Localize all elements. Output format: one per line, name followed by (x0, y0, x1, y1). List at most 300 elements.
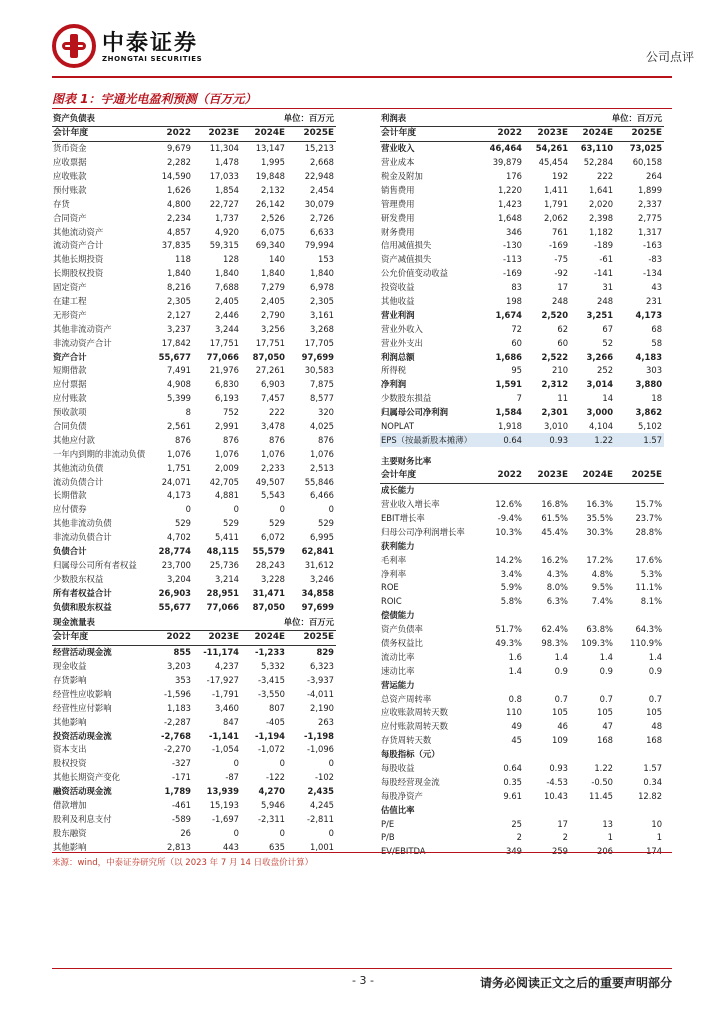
table-row (380, 392, 664, 406)
table-cell-value: 2,726 (310, 212, 334, 223)
table-cell-value (615, 748, 664, 762)
table-cell-value: 198 (506, 296, 522, 307)
table-row-label: 应付账款周转天数 (381, 721, 448, 732)
table-cell-value: 31 (602, 282, 614, 293)
table-row-label: 合同资产 (53, 212, 87, 223)
table-cell-value: 1,840 (310, 268, 334, 279)
table-cell-value: 26,142 (255, 198, 285, 209)
table-row-label: 其他长期投资 (53, 254, 104, 265)
table-cell-value: 15.7% (635, 499, 663, 510)
table-cell-value: 210 (552, 365, 569, 376)
table-cell-value: 0.93 (524, 433, 570, 447)
table-row (380, 141, 664, 155)
table-cell-value: 2,435 (307, 786, 334, 797)
table-cell-value: 13,939 (206, 786, 239, 797)
table-cell-value: 9,679 (167, 143, 191, 154)
table-cell-value: 3,478 (261, 421, 285, 432)
table-row-label: 应收账款周转天数 (381, 707, 448, 718)
table-row-label: 营业外收入 (381, 323, 423, 334)
table-cell-value: 8.0% (546, 582, 568, 593)
balance-sheet-unit: 单位：百万元 (241, 112, 336, 126)
table-cell-value: 7,457 (261, 393, 285, 404)
table-cell-value: 8 (185, 407, 191, 418)
table-row-label: ROE (381, 582, 399, 593)
table-cell-value: -405 (265, 716, 285, 727)
table-row-label: 股利及利息支付 (53, 813, 112, 824)
table-cell-value: 12.82 (638, 790, 663, 801)
table-row-label: 速动比率 (381, 665, 415, 676)
table-cell-value: 28,951 (206, 587, 239, 598)
table-cell-value: 3,880 (635, 379, 663, 390)
table-cell-value: 1.6 (508, 651, 522, 662)
table-cell-value: 829 (316, 647, 334, 658)
table-cell-value: 30,079 (304, 198, 334, 209)
table-cell-value: 0.9 (599, 665, 613, 676)
table-cell-value: -1,072 (258, 744, 285, 755)
table-cell-value: 64.3% (635, 624, 663, 635)
table-cell-value: 97,699 (301, 601, 334, 612)
table-cell-value: 2,282 (167, 157, 191, 168)
table-cell-value: 6,633 (310, 226, 334, 237)
table-row (380, 817, 664, 831)
table-cell-value (478, 803, 524, 817)
table-row (52, 322, 336, 336)
table-cell-value (478, 539, 524, 553)
table-cell-value: 73,025 (629, 143, 663, 154)
table-row (380, 762, 664, 776)
table-row (380, 748, 664, 762)
table-cell-value: 4.8% (591, 568, 613, 579)
table-cell-value: 1.4 (508, 665, 522, 676)
table-row (380, 295, 664, 309)
table-row (380, 831, 664, 845)
table-cell-value: 4,908 (167, 379, 191, 390)
table-row (380, 308, 664, 322)
table-row-label: 借款增加 (53, 800, 87, 811)
brand-name-cn: 中泰证券 (102, 31, 199, 56)
table-cell-value: 2,520 (541, 309, 569, 320)
table-cell-value (570, 803, 615, 817)
column-header: 2022 (148, 126, 193, 141)
table-cell-value: 3,228 (261, 573, 285, 584)
table-cell-value: 2,790 (261, 309, 285, 320)
table-cell-value: 222 (269, 407, 285, 418)
table-cell-value (478, 483, 524, 497)
table-cell-value: -87 (225, 772, 239, 783)
table-row (52, 799, 336, 813)
table-row (52, 785, 336, 799)
table-row-label: 非流动负债合计 (53, 532, 112, 543)
table-cell-value: 192 (552, 171, 569, 181)
table-row-label: 股权投资 (53, 758, 87, 769)
table-cell-value: 1 (607, 832, 613, 843)
table-cell-value: 24,071 (161, 476, 191, 487)
balance-sheet-title: 资产负债表 (52, 112, 241, 126)
table-row (52, 600, 336, 614)
table-row-label: 归母公司净利润增长率 (381, 526, 465, 537)
table-cell-value: -1,697 (212, 813, 239, 824)
table-row (380, 720, 664, 734)
table-cell-value: 1,183 (167, 702, 191, 713)
table-row (380, 197, 664, 211)
table-row-label: 净利润 (381, 379, 407, 390)
table-cell-value: 6.3% (546, 596, 568, 607)
table-row-label: 资本支出 (53, 744, 87, 755)
income-statement-title: 利润表 (380, 112, 570, 126)
table-cell-value: 855 (173, 647, 191, 658)
table-cell-value: 1,995 (261, 157, 285, 168)
table-row (380, 567, 664, 581)
table-cell-value (570, 678, 615, 692)
table-cell-value: 263 (318, 716, 334, 727)
table-cell-value: 2,305 (167, 296, 191, 307)
table-row (52, 572, 336, 586)
table-row (52, 170, 336, 184)
table-row-label: P/E (381, 818, 395, 829)
table-cell-value: 60 (511, 337, 522, 348)
column-header: 2023E (193, 630, 241, 645)
table-cell-value: 87,050 (252, 351, 285, 362)
table-cell-value: 0.9 (554, 665, 568, 676)
table-row-label: 负债合计 (53, 546, 87, 557)
table-cell-value: 1,840 (215, 268, 239, 279)
table-cell-value: 68 (651, 323, 663, 334)
table-row-label: ROIC (381, 596, 402, 607)
table-cell-value: -169 (549, 240, 569, 251)
table-cell-value: 109.3% (581, 638, 613, 649)
table-row (380, 664, 664, 678)
table-cell-value: 109 (552, 735, 568, 746)
table-cell-value: -1,096 (307, 744, 334, 755)
table-row (52, 406, 336, 420)
table-row-label: 归属母公司净利润 (381, 407, 448, 418)
table-cell-value: 3,460 (215, 702, 239, 713)
table-cell-value: 11.1% (635, 582, 663, 593)
table-cell-value: 45,454 (538, 157, 569, 168)
table-cell-value: 42,705 (209, 476, 239, 487)
table-cell-value: -1,198 (304, 730, 334, 741)
table-cell-value: 3,237 (167, 323, 191, 334)
cash-flow-header-row (52, 630, 336, 645)
brand-logo-icon (52, 24, 96, 68)
table-cell-value: 14.2% (495, 554, 522, 565)
table-row (52, 364, 336, 378)
table-row (380, 211, 664, 225)
table-cell-value: 4,173 (167, 490, 191, 501)
table-row (52, 826, 336, 840)
table-cell-value: -83 (648, 254, 663, 265)
table-cell-value: 46 (557, 721, 568, 732)
table-cell-value: -169 (502, 268, 522, 279)
table-row (52, 812, 336, 826)
table-cell-value: 153 (318, 254, 334, 265)
table-cell-value: 1,737 (215, 212, 239, 223)
table-row-label: 其他长期资产变化 (53, 772, 120, 783)
table-cell-value (615, 483, 664, 497)
column-header: 2023E (193, 126, 241, 141)
table-cell-value: 37,835 (161, 240, 191, 251)
table-cell-value: 9.5% (591, 582, 613, 593)
table-row (380, 692, 664, 706)
table-row-label: 现金收益 (53, 661, 87, 672)
cash-flow-title: 现金流量表 (52, 616, 241, 630)
table-cell-value: -589 (171, 813, 191, 824)
table-cell-value: 52 (602, 337, 614, 348)
table-row (52, 281, 336, 295)
table-cell-value: 43 (651, 282, 663, 293)
table-cell-value: 4,857 (167, 226, 191, 237)
table-cell-value: 2,454 (310, 184, 334, 195)
table-cell-value: 6,072 (261, 532, 285, 543)
table-cell-value: 2,301 (541, 407, 569, 418)
table-cell-value: 31,471 (252, 587, 285, 598)
table-cell-value: 61.5% (541, 513, 568, 523)
table-cell-value: 69,340 (255, 240, 285, 251)
table-row (380, 650, 664, 664)
table-cell-value (524, 609, 570, 623)
table-row-label: 所得税 (381, 365, 407, 376)
table-cell-value: 58 (651, 337, 663, 348)
table-cell-value: 1,001 (310, 841, 334, 852)
table-cell-value: 0.64 (503, 763, 522, 774)
table-cell-value: 5,332 (261, 661, 285, 672)
table-cell-value: 8,577 (310, 393, 334, 404)
table-row (380, 789, 664, 803)
table-row (380, 637, 664, 651)
table-row-label: 融资活动现金流 (53, 786, 112, 797)
table-cell-value: 1,648 (498, 212, 522, 223)
table-row-label: 股东融资 (53, 827, 87, 838)
table-cell-value: 23,700 (161, 559, 191, 570)
table-row (380, 239, 664, 253)
table-cell-value: 5,102 (638, 421, 663, 432)
table-row-label: 长期股权投资 (53, 268, 104, 279)
table-row (380, 581, 664, 595)
table-cell-value: 46,464 (489, 143, 522, 154)
table-cell-value: 168 (597, 735, 613, 746)
table-cell-value: 0 (233, 758, 239, 769)
table-cell-value (524, 678, 570, 692)
income-statement-header-row (380, 126, 664, 141)
table-cell-value: -130 (502, 240, 522, 251)
table-cell-value: 1,076 (310, 448, 334, 459)
table-row-label: 少数股东损益 (381, 393, 432, 404)
table-cell-value: 3,266 (586, 351, 614, 362)
balance-sheet-title-row (52, 112, 336, 126)
table-row (380, 225, 664, 239)
table-row-label: 偿债能力 (381, 610, 415, 621)
table-cell-value: 4,025 (310, 421, 334, 432)
column-header: 会计年度 (380, 469, 478, 483)
table-cell-value: 529 (223, 518, 239, 529)
table-cell-value: 1.57 (615, 433, 664, 447)
source-note: 来源：wind，中泰证券研究所（以 2023 年 7 月 14 日收盘价计算） (52, 852, 672, 868)
table-row-label: 无形资产 (53, 309, 87, 320)
table-cell-value: 1,076 (261, 448, 285, 459)
table-row-label: 每股指标（元） (381, 749, 440, 760)
table-row (380, 512, 664, 526)
table-cell-value: 807 (269, 702, 285, 713)
table-row (380, 183, 664, 197)
income-statement-table (380, 112, 664, 447)
table-cell-value: -1,233 (255, 647, 285, 658)
table-cell-value: 6,978 (310, 282, 334, 293)
table-row (380, 420, 664, 434)
table-cell-value: 3,014 (586, 379, 614, 390)
table-row-label: EV/EBITDA (381, 846, 426, 857)
table-cell-value: 7,491 (167, 365, 191, 376)
table-cell-value: 98.3% (541, 638, 568, 649)
table-row-label: 公允价值变动收益 (381, 268, 448, 279)
table-cell-value: 16.8% (541, 499, 568, 510)
table-cell-value: 0.8 (508, 693, 522, 704)
table-cell-value: 2,513 (310, 462, 334, 473)
table-cell-value: 62 (557, 323, 569, 334)
table-cell-value: 2,062 (544, 212, 569, 223)
table-cell-value: 9.61 (503, 790, 522, 801)
table-row (380, 406, 664, 420)
table-cell-value: 2,813 (167, 841, 191, 852)
table-cell-value: 761 (552, 226, 569, 237)
table-cell-value: 95 (511, 365, 522, 376)
table-row-label: 应收账款 (53, 171, 87, 181)
table-cell-value: -102 (314, 772, 334, 783)
table-row (52, 586, 336, 600)
table-cell-value: 0 (279, 827, 285, 838)
table-cell-value: 2 (516, 832, 522, 843)
table-row-label: 应付票据 (53, 379, 87, 390)
table-cell-value: 1,584 (495, 407, 522, 418)
table-row-label: 非流动资产合计 (53, 337, 112, 348)
table-cell-value: 346 (506, 226, 522, 237)
table-cell-value: 2,305 (310, 296, 334, 307)
table-row (52, 350, 336, 364)
cash-flow-unit: 单位：百万元 (241, 616, 336, 630)
table-cell-value: 4,800 (167, 198, 191, 209)
table-cell-value: 2,561 (167, 421, 191, 432)
table-cell-value (615, 609, 664, 623)
table-row-label: 长期借款 (53, 490, 87, 501)
table-row-label: EPS（按最新股本摊薄） (380, 433, 478, 447)
column-header: 2025E (615, 126, 664, 141)
table-cell-value: -92 (554, 268, 569, 279)
table-row (52, 392, 336, 406)
table-row-label: 其他非流动负债 (53, 518, 112, 529)
table-cell-value: 3,246 (310, 573, 334, 584)
table-row (52, 517, 336, 531)
table-cell-value: 49.3% (495, 638, 522, 649)
table-cell-value: 5,399 (167, 393, 191, 404)
table-row-label: 短期借款 (53, 365, 87, 376)
table-cell-value: 3,204 (167, 573, 191, 584)
table-row-label: 营运能力 (381, 679, 415, 690)
table-row (52, 336, 336, 350)
table-cell-value: 2,775 (638, 212, 663, 223)
column-header: 2025E (615, 469, 664, 483)
table-row-label: 营业利润 (381, 309, 415, 320)
table-row (52, 660, 336, 674)
financial-ratios-table (380, 455, 664, 859)
table-row-label: 债务权益比 (381, 638, 423, 649)
table-cell-value: 7,688 (215, 282, 239, 293)
table-row (52, 701, 336, 715)
table-cell-value: 320 (318, 407, 334, 418)
table-cell-value: 248 (597, 296, 614, 307)
table-cell-value (570, 609, 615, 623)
table-row (380, 322, 664, 336)
table-cell-value: 0.7 (599, 693, 613, 704)
table-row (52, 531, 336, 545)
table-cell-value (524, 748, 570, 762)
table-cell-value: 2,668 (310, 157, 334, 168)
table-cell-value: 63,110 (580, 143, 614, 154)
table-cell-value: -9.4% (497, 513, 522, 523)
table-row (52, 308, 336, 322)
table-cell-value: -141 (594, 268, 614, 279)
table-cell-value: -189 (594, 240, 614, 251)
table-cell-value: 55,677 (158, 351, 191, 362)
table-cell-value: -0.50 (591, 776, 613, 787)
table-cell-value: 4,920 (215, 226, 239, 237)
table-cell-value: 1,789 (164, 786, 191, 797)
table-cell-value: 3,203 (167, 661, 191, 672)
column-header: 会计年度 (52, 126, 148, 141)
table-cell-value: 79,994 (304, 240, 334, 251)
page-header (0, 0, 724, 96)
table-cell-value: 10 (651, 818, 663, 829)
column-header: 会计年度 (52, 630, 148, 645)
table-row-label: 流动负债合计 (53, 476, 104, 487)
table-row (52, 489, 336, 503)
table-cell-value: 529 (175, 518, 191, 529)
table-cell-value: 52,284 (583, 157, 614, 168)
table-row-label: 流动资产合计 (53, 240, 104, 251)
table-row (52, 475, 336, 489)
table-row (380, 595, 664, 609)
table-cell-value: 1,791 (544, 198, 569, 209)
table-row (380, 336, 664, 350)
table-cell-value: 1,423 (498, 198, 522, 209)
table-row (380, 525, 664, 539)
table-cell-value (478, 678, 524, 692)
table-cell-value: 3,161 (310, 309, 334, 320)
table-cell-value: 60,158 (632, 157, 663, 168)
table-cell-value: 7.4% (591, 596, 613, 607)
table-cell-value: 1,478 (215, 157, 239, 168)
table-cell-value: 1,076 (167, 448, 191, 459)
table-row-label: 应付账款 (53, 393, 87, 404)
table-row-label: 信用减值损失 (381, 240, 432, 251)
table-cell-value: -2,811 (307, 813, 334, 824)
table-cell-value: -1,596 (164, 688, 191, 699)
table-cell-value: 1,182 (589, 226, 614, 237)
table-cell-value: 303 (646, 365, 663, 376)
table-cell-value: 110 (506, 707, 522, 718)
table-cell-value: 0 (185, 504, 191, 515)
table-cell-value: 17,751 (209, 337, 239, 348)
table-cell-value: 62.4% (541, 624, 568, 635)
table-row-label: 毛利率 (381, 554, 407, 565)
table-cell-value: 876 (269, 434, 285, 445)
table-row-label: 估值比率 (381, 804, 415, 815)
brand-logo (52, 24, 252, 74)
table-cell-value: 4.3% (546, 568, 568, 579)
table-row-label: NOPLAT (381, 421, 414, 432)
page-number: - 3 - (352, 974, 374, 987)
table-cell-value (570, 539, 615, 553)
table-cell-value (478, 748, 524, 762)
table-cell-value: 54,261 (535, 143, 569, 154)
